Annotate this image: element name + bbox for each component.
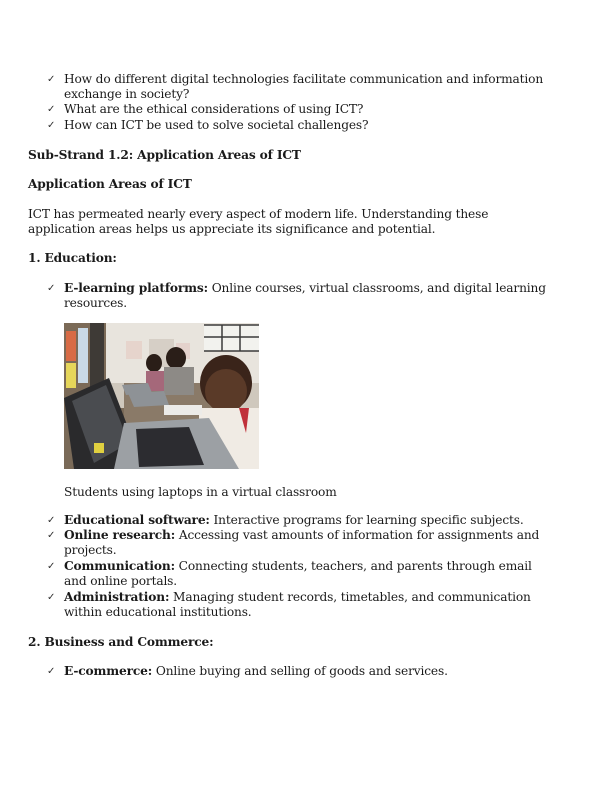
item-desc-cont: projects. (64, 543, 117, 557)
item-term: Administration: (64, 590, 170, 604)
classroom-photo (64, 323, 259, 469)
item-term: Educational software: (64, 513, 210, 527)
list-item (64, 664, 448, 679)
item-desc: Online courses, virtual classrooms, and digital learning (207, 281, 546, 295)
list-item (64, 559, 532, 574)
item-desc: Connecting students, teachers, and parents through email (174, 559, 532, 573)
students-laptops-image (64, 323, 259, 469)
section-heading: Application Areas of ICT (28, 177, 192, 191)
image-caption: Students using laptops in a virtual classroom (64, 485, 337, 499)
checkmark-icon: ✓ (47, 515, 56, 526)
question-text: What are the ethical considerations of using ICT? (64, 102, 364, 116)
item-desc: Interactive programs for learning specific subjects. (209, 513, 524, 527)
intro-paragraph-line: ICT has permeated nearly every aspect of modern life. Understanding these (28, 207, 489, 221)
list-item (64, 513, 524, 528)
item-desc: Online buying and selling of goods and services. (152, 664, 448, 678)
item-term: Communication: (64, 559, 175, 573)
checkmark-icon: ✓ (47, 592, 56, 603)
list-item (64, 281, 546, 296)
question-text: How do different digital technologies facilitate communication and information (64, 72, 544, 86)
checkmark-icon: ✓ (47, 561, 56, 572)
checkmark-icon: ✓ (47, 666, 56, 677)
item-desc: Managing student records, timetables, and communication (169, 590, 531, 604)
item-term: E-commerce: (64, 664, 153, 678)
checkmark-icon: ✓ (47, 74, 56, 85)
checkmark-icon: ✓ (47, 120, 56, 131)
item-desc-cont: within educational institutions. (64, 605, 252, 619)
item-desc: Accessing vast amounts of information for assignments and (175, 528, 540, 542)
checkmark-icon: ✓ (47, 283, 56, 294)
item-desc-cont: resources. (64, 296, 127, 310)
education-heading: 1. Education: (28, 251, 117, 265)
business-heading: 2. Business and Commerce: (28, 635, 214, 649)
list-item (64, 528, 539, 543)
item-term: E-learning platforms: (64, 281, 208, 295)
intro-paragraph-line: application areas helps us appreciate its significance and potential. (28, 222, 436, 236)
checkmark-icon: ✓ (47, 104, 56, 115)
list-item (64, 590, 531, 605)
question-text: exchange in society? (64, 87, 190, 101)
question-text: How can ICT be used to solve societal challenges? (64, 118, 369, 132)
item-desc-cont: and online portals. (64, 574, 178, 588)
sub-strand-heading: Sub-Strand 1.2: Application Areas of ICT (28, 148, 301, 162)
item-term: Online research: (64, 528, 176, 542)
checkmark-icon: ✓ (47, 530, 56, 541)
